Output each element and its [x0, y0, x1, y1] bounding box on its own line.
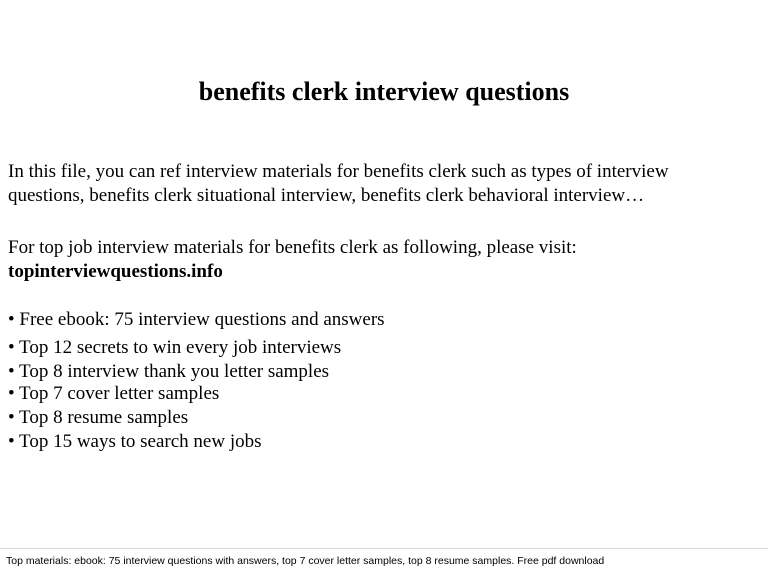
resource-list — [8, 308, 760, 454]
list-item: • Top 15 ways to search new jobs — [8, 431, 262, 452]
footer-text: Top materials: ebook: 75 interview questions with answers, top 7 cover letter samples, top 8 resume samples. Free pdf download — [6, 555, 605, 567]
intro-line: questions, benefits clerk situational interview, benefits clerk behavioral interview… — [8, 185, 645, 206]
visit-paragraph — [8, 236, 760, 284]
footer-divider — [0, 548, 768, 549]
intro-line: In this file, you can ref interview materials for benefits clerk such as types of interview — [8, 161, 669, 182]
list-item: • Free ebook: 75 interview questions and answers — [8, 309, 385, 330]
intro-paragraph — [8, 160, 760, 208]
list-item: • Top 8 resume samples — [8, 407, 189, 428]
list-item: • Top 7 cover letter samples — [8, 383, 220, 404]
visit-text: For top job interview materials for benefits clerk as following, please visit: — [8, 237, 577, 258]
site-link[interactable]: topinterviewquestions.info — [8, 261, 223, 282]
list-item: • Top 8 interview thank you letter samples — [8, 361, 330, 382]
list-item: • Top 12 secrets to win every job interviews — [8, 337, 342, 358]
page-title: benefits clerk interview questions — [198, 77, 570, 106]
